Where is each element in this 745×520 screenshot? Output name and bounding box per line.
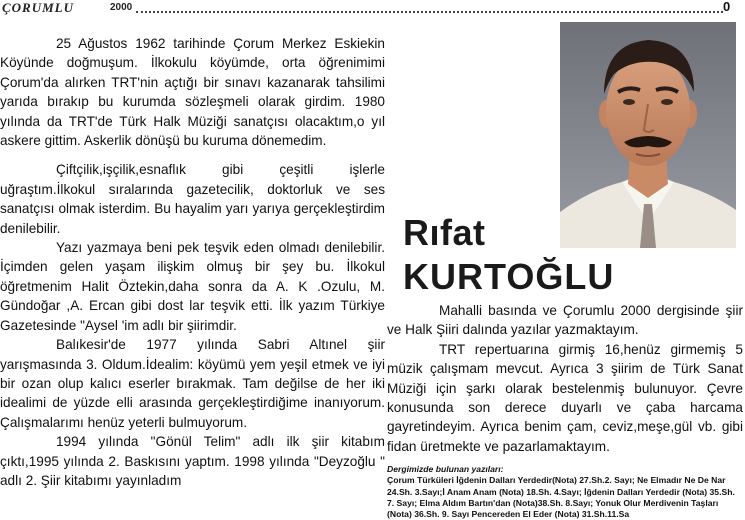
author-portrait [560, 22, 736, 248]
page-number: 0 [723, 0, 731, 14]
activities-paragraph: Mahalli basında ve Çorumlu 2000 dergisinde şiir ve Halk Şiiri dalında yazılar yazmaktayım. [387, 303, 743, 338]
author-first-name: Rıfat [403, 212, 486, 253]
works-list: Çorum Türküleri İğdenin Dalları Yerdedir(Nota) 27.Sh.2. Sayı; Ne Elmadır Ne De Nar 24.Sh. 3.Sayı;İ Anam Anam (Nota) 18.Sh. 4.Sayı; İğdenin Dalları Yerdedir (Nota) 35.Sh. 7. Sayı; Elma Aldım Bartın'dan (Nota)38.Sh. 8.Sayı; Yonuk Olur Merdivenin Taşları (Nota) 36.Sh. 9. Sayı Pencereden El Eder (Nota) 31.Sh.11.Sa [387, 475, 735, 520]
page-header [0, 0, 745, 18]
activities-paragraph: TRT repertuarına girmiş 16,henüz girmemiş 5 müzik çalışmam mevcut. Ayrıca 3 şiirim de Türk Sanat Müziği için şarkı olarak bestelenmiş bulunuyor. Çevre konusunda son derece duyarlı ve çaba harcama gayretindeyim. Ayrıca benim çam, ceviz,meşe,gül vb. gibi fidan üretmekte ve pazarlamaktayım. [387, 341, 743, 454]
bio-paragraph: Balıkesir'de 1977 yılında Sabri Altınel şiir yarışmasında 3. Oldum.İdealim: köyümü yem yeşil etmek ve iyi bir ozan olup kalıcı eserler bırakmak. Tam değilse de her iki idealimi de yüzde elli arasında gerçekleştirdiğime inanıyorum. Çalışmalarımı henüz yeterli bulmuyorum. [0, 337, 385, 430]
biography-column [0, 34, 385, 490]
portrait-illustration [560, 22, 736, 248]
activities-column [387, 301, 743, 456]
header-dotted-rule [136, 11, 723, 13]
bio-paragraph: 25 Ağustos 1962 tarihinde Çorum Merkez Eskiekin Köyünde doğmuşum. İlkokulu köyümde, orta öğrenimimi Çorum'da alırken TRT'nin açtığı bir sınavı kazanarak tahsilimi yarıda bırakıp bu kurumda sözleşmeli olarak girdim. 1980 yılında da TRT'de Türk Halk Müziği sanatçısı olacaktım,o yıl askere gittim. Askerlik dönüşü bu kuruma dönemedim. [0, 36, 385, 149]
works-title: Dergimizde bulunan yazıları: [387, 464, 504, 474]
bio-paragraph: Çiftçilik,işçilik,esnaflık gibi çeşitli işlerle uğraştım.İlkokul sıralarında gazetecilik, doktorluk ve ses sanatçısı olmak isterdim. Bu hayalim yarı yarıya gerçekleştirdim denilebilir. [0, 162, 385, 236]
author-last-name: KURTOĞLU [403, 256, 615, 297]
magazine-year: 2000 [110, 2, 133, 13]
magazine-title: ÇORUMLU [2, 0, 75, 15]
bio-paragraph: 1994 yılında "Gönül Telim" adlı ilk şiir kitabım çıktı,1995 yılında 2. Baskısını yaptım. 1998 yılında "Deyzoğlu " adlı 2. Şiir kitabımı yayınladım [0, 434, 385, 488]
bio-paragraph: Yazı yazmaya beni pek teşvik eden olmadı denilebilir. İçimden gelen yaşam ilişkim olmuş bir şey bu. İlkokul öğretmenim Halit Öztekin,daha sonra da A. K .Ozulu, M. Gündoğar ,A. Ercan gibi dost lar teşvik etti. İlk yazım Türkiye Gazetesinde "Aysel 'im adlı bir şiirimdir. [0, 240, 385, 333]
published-works [387, 464, 743, 520]
